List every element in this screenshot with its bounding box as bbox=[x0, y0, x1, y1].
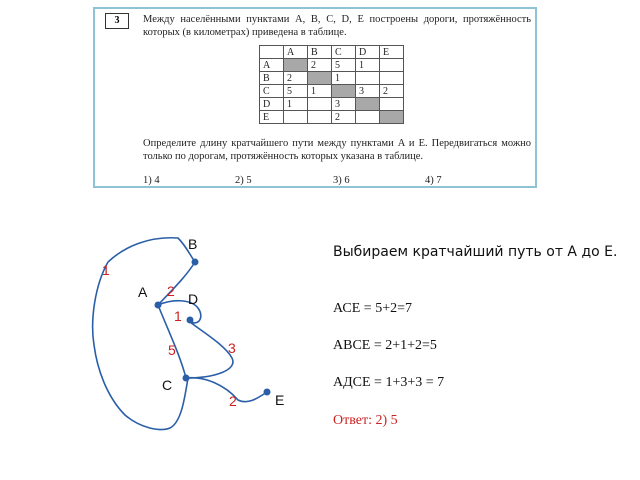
task-number: 3 bbox=[105, 13, 129, 29]
table-cell: 5 bbox=[284, 85, 308, 98]
table-cell: 2 bbox=[308, 59, 332, 72]
table-row-header: A bbox=[260, 59, 284, 72]
task-question: Определите длину кратчайшего пути между пунктами A и E. Передвигаться можно только по дорогам, протяжённость которых указана в таблице. bbox=[143, 138, 531, 162]
table-cell: 3 bbox=[332, 98, 356, 111]
table-header-cell: B bbox=[308, 46, 332, 59]
solution-answer: Ответ: 2) 5 bbox=[333, 413, 398, 428]
weight-c-e: 2 bbox=[229, 393, 237, 409]
weight-a-c: 5 bbox=[168, 342, 176, 358]
node-b bbox=[192, 259, 199, 266]
table-row-header: C bbox=[260, 85, 284, 98]
solution-line: АДСЕ = 1+3+3 = 7 bbox=[333, 375, 445, 390]
table-header-cell: D bbox=[356, 46, 380, 59]
solution-panel bbox=[333, 242, 633, 428]
solution-line: АВСЕ = 2+1+2=5 bbox=[333, 338, 437, 353]
solution-line: АСЕ = 5+2=7 bbox=[333, 301, 412, 316]
road-d-c bbox=[186, 322, 233, 378]
table-row-header: E bbox=[260, 111, 284, 124]
weight-a-d: 1 bbox=[174, 308, 182, 324]
answer-option: 4) 7 bbox=[425, 175, 442, 186]
table-header-cell: E bbox=[380, 46, 404, 59]
solution-title: Выбираем кратчайший путь от А до Е. bbox=[333, 244, 618, 260]
table-row-header: B bbox=[260, 72, 284, 85]
node-label-d: D bbox=[188, 291, 199, 307]
node-d bbox=[187, 317, 194, 324]
node-label-a: A bbox=[138, 284, 148, 300]
weight-b-a: 2 bbox=[167, 283, 175, 299]
answer-option: 2) 5 bbox=[235, 175, 252, 186]
weight-d-c: 3 bbox=[228, 340, 236, 356]
table-cell: 2 bbox=[284, 72, 308, 85]
table-header-cell: A bbox=[284, 46, 308, 59]
table-cell: 2 bbox=[332, 111, 356, 124]
node-c bbox=[183, 375, 190, 382]
table-header-cell: C bbox=[332, 46, 356, 59]
table-cell: 1 bbox=[356, 59, 380, 72]
table-cell: 5 bbox=[332, 59, 356, 72]
node-a bbox=[155, 302, 162, 309]
table-cell: 1 bbox=[284, 98, 308, 111]
node-label-c: C bbox=[162, 377, 173, 393]
road-c-e bbox=[186, 378, 267, 402]
table-cell: 1 bbox=[332, 72, 356, 85]
weight-a-b: 1 bbox=[102, 262, 110, 278]
table-cell: 3 bbox=[356, 85, 380, 98]
table-cell: 2 bbox=[380, 85, 404, 98]
table-cell: 1 bbox=[308, 85, 332, 98]
table-row-header: D bbox=[260, 98, 284, 111]
answer-option: 3) 6 bbox=[333, 175, 350, 186]
node-e bbox=[264, 389, 271, 396]
task-text: Между населёнными пунктами A, B, C, D, E построены дороги, протяжённость которых (в километрах) приведена в таблице. bbox=[143, 14, 531, 38]
answer-option: 1) 4 bbox=[143, 175, 160, 186]
node-label-e: E bbox=[275, 392, 285, 408]
node-label-b: B bbox=[188, 236, 198, 252]
